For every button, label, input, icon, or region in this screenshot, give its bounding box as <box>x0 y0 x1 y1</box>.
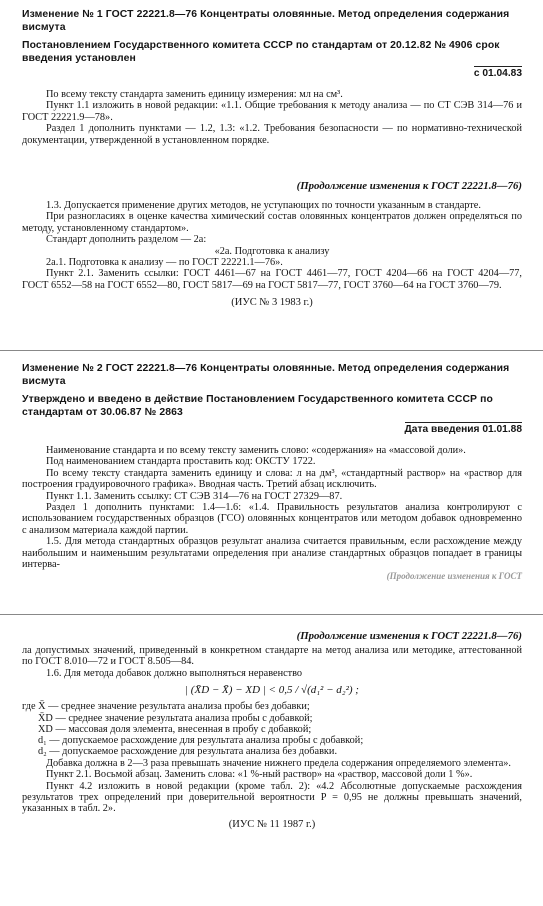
amendment-1-paragraph: Стандарт дополнить разделом — 2а: <box>46 234 207 246</box>
amendment-1-paragraph: По всему тексту стандарта заменить единицу измерения: мл на см³. <box>46 89 343 100</box>
page-divider <box>0 350 543 351</box>
ius-reference: (ИУС № 3 1983 г.) <box>231 297 313 309</box>
amendment-1-paragraph: При разногласиях в оценке качества химический состав оловянных концентратов должен определяться по методу, установленному стандартом». <box>22 211 522 234</box>
definitions-list <box>22 701 522 757</box>
definition-item: XD — массовая доля элемента, внесенная в пробу с добавкой; <box>38 723 312 735</box>
definition-item: d₁ — допускаемое расхождение для результата анализа пробы с добавкой; <box>38 735 364 747</box>
amendment-2-paragraph: Раздел 1 дополнить пунктами: 1.4—1.6: «1.4. Правильность результатов анализа контролируют с использованием государственных образцов (ГСО) оловянных концентратов или методом добавок одновременно с анализом материала каждой партии. <box>22 502 522 536</box>
amendment-2-paragraph: Пункт 1.1. Заменить ссылку: СТ СЭВ 314—76 на ГОСТ 27329—87. <box>46 490 343 502</box>
amendment-2-decree: Утверждено и введено в действие Постановлением Государственного комитета СССР по стандартам от 30.06.87 № 2863 <box>22 394 493 418</box>
definition-item: X̄D — среднее значение результата анализа пробы с добавкой; <box>38 712 313 724</box>
amendment-1-paragraph: Пункт 2.1. Заменить ссылки: ГОСТ 4461—67 на ГОСТ 4461—77, ГОСТ 4204—66 на ГОСТ 4204—77, ГОСТ 6552—58 на ГОСТ 6552—80, ГОСТ 5817—69 на ГОСТ 5817—77, ГОСТ 3760—64 на ГОСТ 3760—79. <box>22 268 522 291</box>
amendment-2-paragraph: Добавка должна в 2—3 раза превышать значение нижнего предела содержания определяемого элемента». <box>46 757 511 769</box>
continuation-header-faded: (Продолжение изменения к ГОСТ <box>386 571 522 582</box>
inequality-formula: | (X̄D − X̄) − XD | < 0,5 / √(d₁² − d₂²) ; <box>185 684 359 697</box>
amendment-1 <box>22 8 522 146</box>
amendment-2 <box>22 362 522 581</box>
amendment-2-paragraph: 1.6. Для метода добавок должно выполняться неравенство <box>46 667 303 679</box>
definition-item: d₂ — допускаемое расхождение для результата анализа без добавки. <box>38 746 338 758</box>
amendment-1-continued <box>22 180 522 308</box>
amendment-1-paragraph: Раздел 1 дополнить пунктами — 1.2, 1.3: «1.2. Требования безопасности — по нормативно-технической документации, утвержденной в установленном порядке. <box>22 123 522 146</box>
amendment-1-paragraph: 2а.1. Подготовка к анализу — по ГОСТ 22221.1—76». <box>46 257 283 269</box>
amendment-1-decree: Постановлением Государственного комитета СССР по стандартам от 20.12.82 № 4906 срок введения установлен <box>22 40 500 64</box>
ius-reference: (ИУС № 11 1987 г.) <box>228 818 316 830</box>
amendment-2-paragraph: По всему тексту стандарта заменить единицу и слова: л на дм³, «стандартный раствор» на «раствор для построения градуировочного графика». Вводная часть. Третий абзац исключить. <box>22 467 522 491</box>
amendment-2-paragraph: 1.5. Для метода стандартных образцов результат анализа считается правильным, если расхождение между наибольшим и наименьшим результатами определения при анализе стандартных образцов попадает в границы интерва- <box>22 536 522 571</box>
page-divider <box>0 614 543 615</box>
amendment-2-date: Дата введения 01.01.88 <box>404 424 522 435</box>
amendment-1-paragraph: 1.3. Допускается применение других методов, не уступающих по точности указанным в стандарте. <box>46 200 481 211</box>
continuation-header: (Продолжение изменения к ГОСТ 22221.8—76) <box>296 630 522 642</box>
amendment-2-paragraph: Наименование стандарта и по всему тексту заменить слово: «содержания» на «массовой доли». <box>46 445 466 456</box>
amendment-2-paragraph: ла допустимых значений, приведенный в конкретном стандарте на метод анализа или методике, аттестованной по ГОСТ 8.010—72 и ГОСТ 8.505—84. <box>22 645 522 668</box>
amendment-1-title: Изменение № 1 ГОСТ 22221.8—76 Концентраты оловянные. Метод определения содержания висмута <box>22 9 510 33</box>
definition-item: где X̄ — среднее значение результата анализа пробы без добавки; <box>22 701 310 713</box>
section-heading: «2а. Подготовка к анализу <box>214 245 330 257</box>
amendment-2-continued <box>22 630 522 830</box>
amendment-2-title: Изменение № 2 ГОСТ 22221.8—76 Концентраты оловянные. Метод определения содержания висмута <box>22 363 510 387</box>
amendment-2-paragraph: Пункт 4.2 изложить в новой редакции (кроме табл. 2): «4.2 Абсолютные допускаемые расхождения результатов трех определений при доверительной вероятности P = 0,95 не должны превышать значений, указанных в табл. 2». <box>22 780 522 815</box>
continuation-header: (Продолжение изменения к ГОСТ 22221.8—76) <box>296 180 522 192</box>
amendment-1-paragraph: Пункт 1.1 изложить в новой редакции: «1.1. Общие требования к методу анализа — по СТ СЭВ 314—76 и ГОСТ 22221.9—78». <box>22 100 522 123</box>
amendment-1-date: с 01.04.83 <box>473 68 522 79</box>
amendment-2-paragraph: Пункт 2.1. Восьмой абзац. Заменить слова: «1 %-ный раствор» на «раствор, массовой доли 1 %». <box>46 769 473 781</box>
amendment-2-paragraph: Под наименованием стандарта проставить код: ОКСТУ 1722. <box>46 456 316 468</box>
